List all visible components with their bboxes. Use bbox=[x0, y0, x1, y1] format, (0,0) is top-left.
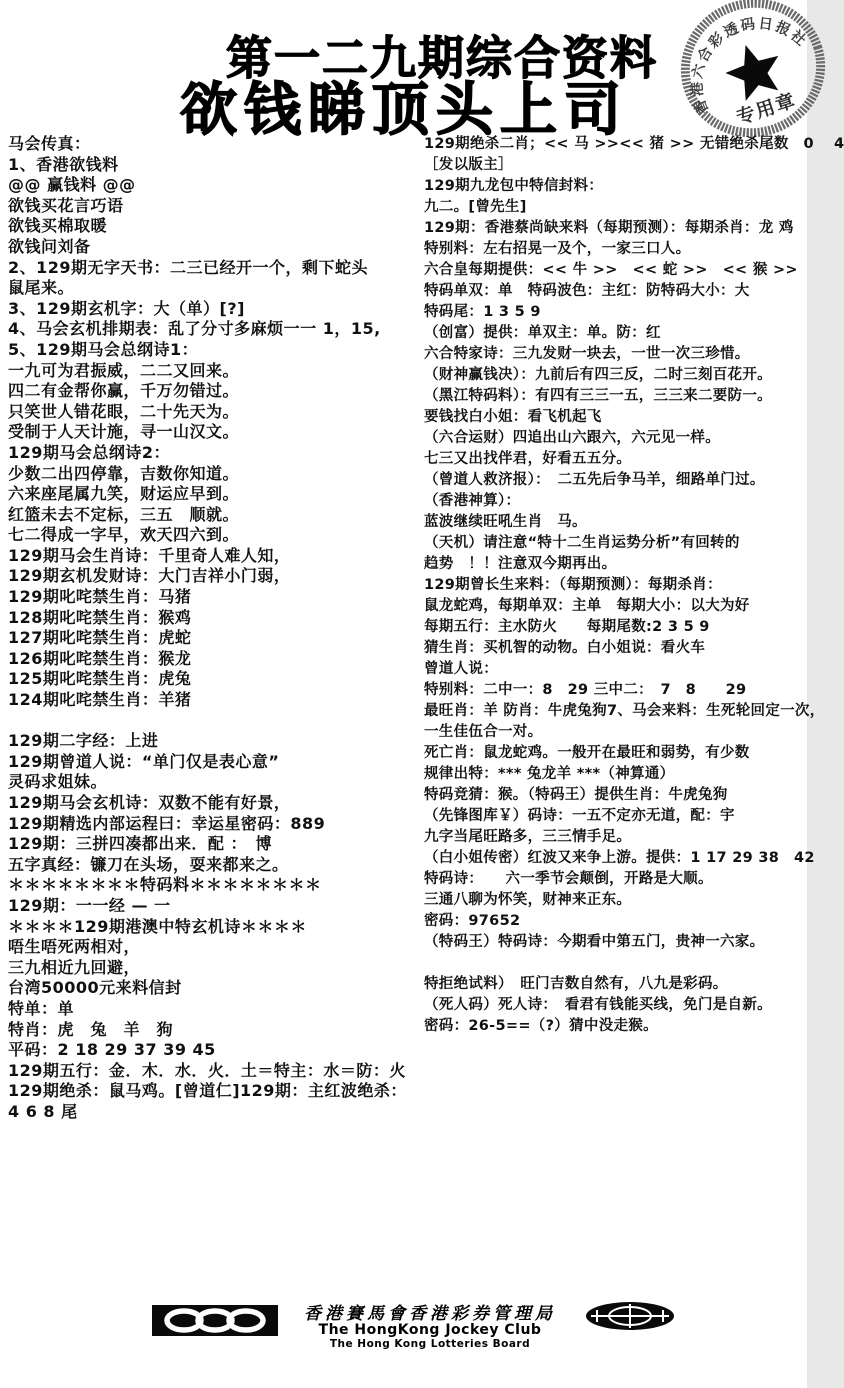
text-line: 少数二出四停靠，吉数你知道。 bbox=[8, 463, 240, 483]
page-title-main: 欲钱睇顶头上司 bbox=[180, 77, 628, 143]
page-title-issue: 第一二九期综合资料 bbox=[226, 31, 658, 85]
text-line: 曾道人说： bbox=[424, 661, 498, 677]
text-line: 129期叱咤禁生肖：马猪 bbox=[8, 587, 192, 607]
text-line: 129期曾道人说：“单门仅是表心意” bbox=[8, 751, 280, 771]
text-line: ＊＊＊＊129期港澳中特玄机诗＊＊＊＊ bbox=[8, 916, 307, 936]
text-line: 六合特家诗：三九发财一块去，一世一次三珍惜。 bbox=[424, 346, 750, 362]
text-line: 三九相近九回避， bbox=[8, 957, 141, 977]
text-line: 特别料：左右招晃一及个，一家三口人。 bbox=[424, 241, 691, 257]
text-line: 129期绝杀：鼠马鸡。[曾道仁]129期：主红波绝杀： bbox=[8, 1081, 407, 1101]
text-line: 死亡肖：鼠龙蛇鸡。一般开在最旺和弱势，有少数 bbox=[424, 745, 750, 761]
text-line: （创富）提供：单双主：单。防：红 bbox=[424, 325, 661, 341]
text-line: （财神赢钱决）：九前后有四三反，二时三刻百花开。 bbox=[424, 367, 772, 383]
text-line: 特别料：二中一：8 29 三中二： 7 8 29 bbox=[424, 682, 747, 698]
footer-chinese-title: 香港賽馬會香港彩券管理局 bbox=[304, 1304, 556, 1324]
text-line: 129期曾长生来料：（每期预测）：每期杀肖： bbox=[424, 577, 722, 593]
text-line: 特码尾：1 3 5 9 bbox=[424, 304, 541, 320]
text-line: （特码王）特码诗：今期看中第五门，贵神一六家。 bbox=[424, 934, 765, 950]
text-line: 129期马会玄机诗：双数不能有好景， bbox=[8, 793, 291, 812]
text-line: 129期：三拼四凑都出来．配 ： 博 bbox=[8, 834, 272, 854]
text-line: 红篮未去不定标，三五 顺就。 bbox=[8, 504, 240, 524]
text-line: （白小姐传密）红波又来争上游。提供：1 17 29 38 42 bbox=[424, 850, 815, 866]
text-line: 马会传真： bbox=[8, 134, 91, 153]
stamp-ring-text: 香港六合彩透码日报社 bbox=[689, 15, 811, 116]
text-line: 一九可为君振威，二二又回来。 bbox=[8, 360, 240, 380]
text-line: 只笑世人错花眼，二十先天为。 bbox=[8, 401, 240, 421]
text-line: 七三又出找伴君，好看五五分。 bbox=[424, 451, 632, 467]
text-line: 欲钱问刘备 bbox=[8, 236, 91, 256]
text-line: 密码：97652 bbox=[424, 913, 521, 929]
text-line: 129期：香港蔡尚缺来料（每期预测）：每期杀肖：龙 鸡 bbox=[424, 220, 794, 236]
text-line: 受制于人天计施，寻一山汉文。 bbox=[8, 422, 240, 442]
text-line: 四二有金帮你赢，千万勿错过。 bbox=[8, 381, 240, 401]
text-line: 欲钱买花言巧语 bbox=[8, 195, 124, 215]
text-line: 六合皇每期提供：<< 牛 >> << 蛇 >> << 猴 >> bbox=[424, 262, 798, 278]
text-line: 特单：单 bbox=[8, 998, 75, 1018]
text-line: 128期叱咤禁生肖：猴鸡 bbox=[8, 607, 192, 627]
text-line: 124期叱咤禁生肖：羊猪 bbox=[8, 690, 192, 710]
text-line: 五字真经：镰刀在头场，耍来都来之。 bbox=[8, 854, 289, 874]
text-line: 129期精选内部运程曰：幸运星密码：889 bbox=[8, 813, 326, 833]
stamp-seal bbox=[677, 0, 829, 144]
footer-english-title: The HongKong Jockey Club bbox=[318, 1322, 542, 1338]
text-line: 最旺肖：羊 防肖：牛虎兔狗7、马会来料：生死轮回定一次， bbox=[424, 703, 825, 719]
text-line: 129期马会生肖诗：千里奇人难人知， bbox=[8, 545, 291, 565]
hkjc-interlocked-rings-logo-icon bbox=[152, 1305, 278, 1336]
text-line: 129期玄机发财诗：大门吉祥小门弱， bbox=[8, 566, 291, 586]
text-line: 鼠尾来。 bbox=[8, 278, 75, 298]
text-line: 126期叱咤禁生肖：猴龙 bbox=[8, 648, 192, 668]
text-line: 特拒绝试料） 旺门吉数自然有，八九是彩码。 bbox=[424, 976, 728, 992]
text-line: 台湾50000元来料信封 bbox=[8, 978, 182, 998]
text-line: 4、马会玄机排期表：乱了分寸多麻烦一一 1，15, bbox=[8, 319, 381, 339]
text-line: 129期绝杀二肖；<< 马 >><< 猪 >> 无错绝杀尾数 0 4 bbox=[424, 136, 844, 152]
oval-emblem-logo-icon bbox=[585, 1301, 675, 1331]
text-line: @@ 赢钱料 @@ bbox=[8, 175, 136, 195]
text-line: （先锋图库￥）码诗：一五不定亦无道，配：宇 bbox=[424, 808, 735, 824]
text-line: ［发以版主］ bbox=[424, 157, 513, 173]
text-line: （黑江特码料）：有四有三三一五，三三来二要防一。 bbox=[424, 388, 772, 404]
text-line: ＊＊＊＊＊＊＊＊特码料＊＊＊＊＊＊＊＊ bbox=[8, 875, 322, 895]
text-line: （六合运财）四追出山六跟六，六元见一样。 bbox=[424, 430, 720, 446]
right-text-column bbox=[424, 134, 844, 1037]
text-line: 2、129期无字天书：二三已经开一个，剩下蛇头 bbox=[8, 257, 369, 277]
text-line: 灵码求姐妹。 bbox=[8, 772, 108, 792]
text-line: 七二得成一字早，欢天四六到。 bbox=[8, 525, 240, 545]
text-line: 趋势 ！！注意双今期再出。 bbox=[424, 556, 617, 572]
text-line: 猜生肖：买机智的动物。白小姐说：看火车 bbox=[424, 640, 706, 656]
text-line: 127期叱咤禁生肖：虎蛇 bbox=[8, 628, 192, 648]
text-line: 特码诗： 六一季节会颠倒，开路是大顺。 bbox=[424, 871, 713, 887]
text-line: 4 6 8 尾 bbox=[8, 1101, 78, 1121]
text-line: 特码单双：单 特码波色：主红：防特码大小：大 bbox=[424, 283, 750, 299]
text-line: 3、129期玄机字：大（单）[?] bbox=[8, 298, 245, 318]
text-line: （曾道人救济报）： 二五先后争马羊，细路单门过。 bbox=[424, 472, 765, 488]
text-line: 三通八聊为怀笑，财神来正东。 bbox=[424, 892, 632, 908]
text-line: 129期五行：金．木．水．火．土＝特主：水＝防：火 bbox=[8, 1060, 406, 1080]
text-line: 要钱找白小姐：看飞机起飞 bbox=[424, 409, 602, 425]
text-line: 特肖：虎 兔 羊 狗 bbox=[8, 1019, 174, 1039]
text-line: 125期叱咤禁生肖：虎兔 bbox=[8, 669, 192, 689]
text-line: 规律出特：*** 兔龙羊 ***（神算通） bbox=[424, 766, 675, 782]
text-line bbox=[424, 953, 807, 974]
text-line: 129期九龙包中特信封料： bbox=[424, 178, 604, 194]
text-line: 129期：一一经 — 一 bbox=[8, 895, 171, 915]
stamp-label: 专用章 bbox=[733, 90, 800, 130]
text-line: 特码竞猜：猴。（特码王）提供生肖：牛虎兔狗 bbox=[424, 787, 728, 803]
text-line: 一生佳伍合一对。 bbox=[424, 724, 543, 740]
text-line: 九字当尾旺路多，三三情手足。 bbox=[424, 829, 632, 845]
text-line: 每期五行：主水防火 每期尾数:2 3 5 9 bbox=[424, 619, 710, 635]
left-text-column bbox=[8, 134, 422, 1123]
text-line: 蓝波继续旺吼生肖 马。 bbox=[424, 514, 587, 530]
text-line bbox=[8, 711, 422, 732]
text-line: 129期二字经：上进 bbox=[8, 731, 159, 751]
text-line: （天机）请注意“特十二生肖运势分析”有回转的 bbox=[424, 535, 740, 551]
footer bbox=[0, 1297, 807, 1350]
footer-english-subtitle: The Hong Kong Lotteries Board bbox=[329, 1338, 531, 1350]
footer-org-titles bbox=[290, 1299, 570, 1350]
text-line: 密码：26-5==（?）猜中没走猴。 bbox=[424, 1018, 658, 1034]
text-line: 1、香港欲钱料 bbox=[8, 154, 119, 174]
text-line: 鼠龙蛇鸡，每期单双：主单 每期大小：以大为好 bbox=[424, 598, 750, 614]
text-line: （死人码）死人诗： 看君有钱能买线，免门是自新。 bbox=[424, 997, 772, 1013]
text-line: 平码：2 18 29 37 39 45 bbox=[8, 1040, 216, 1060]
text-line: 六来座尾属九笑，财运应早到。 bbox=[8, 484, 240, 504]
text-line: 欲钱买棉取暖 bbox=[8, 216, 108, 236]
text-line: 九二。[曾先生] bbox=[424, 199, 527, 215]
text-line: 唔生唔死两相对， bbox=[8, 937, 141, 957]
text-line: 129期马会总纲诗2： bbox=[8, 442, 171, 462]
text-line: （香港神算）： bbox=[424, 493, 521, 509]
text-line: 5、129期马会总纲诗1： bbox=[8, 339, 199, 359]
